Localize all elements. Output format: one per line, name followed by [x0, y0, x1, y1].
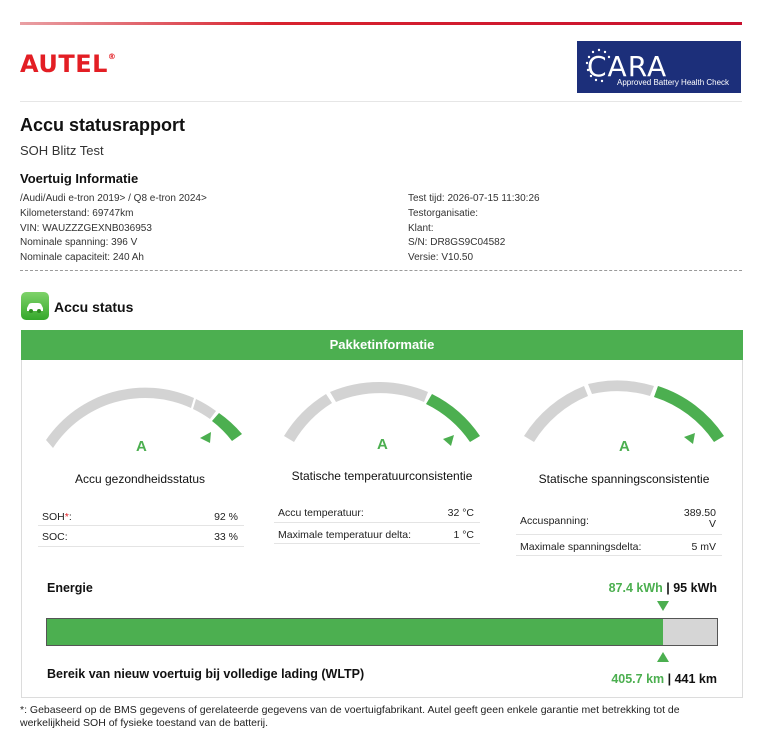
- range-marker-icon: [657, 652, 669, 662]
- health-grade: A: [136, 438, 147, 455]
- brand-name: AUTEL: [20, 50, 108, 78]
- soc-row: [38, 526, 244, 547]
- health-gauge-title: Accu gezondheidsstatus: [74, 472, 206, 486]
- battery-temperature-value: 32 °C: [447, 507, 474, 519]
- nominal-voltage: Nominale spanning: 396 V: [20, 237, 138, 249]
- car-battery-icon: [21, 292, 49, 320]
- header-accent-line: [20, 22, 742, 25]
- battery-status-heading: Accu status: [54, 299, 134, 315]
- autel-logo: [20, 50, 116, 78]
- brand-registered-mark: ®: [107, 52, 117, 61]
- disclaimer-footnote: *: Gebaseerd op de BMS gegevens of gerelateerde gegevens van de voertuigfabrikant. Autel geeft geen enkele garantie met betrekking tot de werkelijkheid SOH of fysieke toestand van de batterij.: [20, 704, 680, 729]
- serial-number: S/N: DR8GS9C04582: [408, 237, 506, 249]
- vehicle-info-heading: Voertuig Informatie: [20, 171, 139, 186]
- range-current: 405.7 km: [611, 672, 665, 686]
- energy-bar-fill: [47, 619, 663, 645]
- software-version: Versie: V10.50: [408, 252, 474, 264]
- energy-total: 95 kWh: [673, 581, 717, 595]
- energy-current: 87.4 kWh: [608, 581, 663, 595]
- voltage-gauge-title: Statische spanningsconsistentie: [538, 472, 710, 486]
- max-voltage-delta-value: 5 mV: [691, 541, 716, 553]
- test-organisation: Testorganisatie:: [408, 207, 479, 219]
- max-temperature-delta-label: Maximale temperatuur delta:: [278, 529, 412, 541]
- range-total: 441 km: [674, 672, 717, 686]
- health-gauge-pointer: [200, 432, 212, 444]
- max-voltage-delta-row: [516, 535, 722, 556]
- nominal-capacity: Nominale capaciteit: 240 Ah: [20, 252, 144, 264]
- vehicle-model: /Audi/Audi e-tron 2019> / Q8 e-tron 2024>: [20, 193, 207, 204]
- max-temperature-delta-row: [274, 523, 480, 544]
- cara-wordmark: CARA: [587, 50, 668, 83]
- battery-temperature-row: [274, 502, 480, 523]
- vehicle-info-left: [20, 192, 207, 266]
- package-info-header: Pakketinformatie: [21, 330, 743, 360]
- max-voltage-delta-label: Maximale spanningsdelta:: [520, 541, 642, 553]
- voltage-values-table: [516, 505, 722, 556]
- energy-marker-icon: [657, 601, 669, 611]
- soc-value: 33 %: [214, 531, 238, 543]
- soc-label: SOC:: [42, 531, 68, 543]
- voltage-grade: A: [619, 438, 630, 455]
- report-subtitle: SOH Blitz Test: [20, 143, 104, 158]
- voltage-gauge-pointer: [684, 433, 696, 445]
- soh-row: [38, 505, 244, 526]
- test-time: Test tijd: 2026-07-15 11:30:26: [408, 193, 540, 204]
- report-title: Accu statusrapport: [20, 115, 186, 135]
- cara-badge: [577, 41, 741, 93]
- battery-temperature-label: Accu temperatuur:: [278, 507, 364, 519]
- battery-voltage-row: [516, 505, 722, 535]
- max-temperature-delta-value: 1 °C: [453, 529, 474, 541]
- vin: VIN: WAUZZZGEXNB036953: [20, 222, 152, 234]
- header-divider: [20, 101, 742, 102]
- energy-separator: |: [662, 581, 674, 595]
- range-label: Bereik van nieuw voertuig bij volledige lading (WLTP): [47, 667, 365, 681]
- mileage: Kilometerstand: 69747km: [20, 207, 134, 219]
- health-values-table: [38, 505, 244, 547]
- temperature-gauge-pointer: [443, 435, 455, 447]
- temperature-values-table: [274, 502, 480, 544]
- energy-bar: [46, 618, 718, 646]
- cara-subtitle: Approved Battery Health Check: [617, 78, 730, 87]
- battery-voltage-value: 389.50 V: [683, 507, 716, 530]
- customer: Klant:: [408, 222, 434, 234]
- soh-label: SOH*:: [42, 511, 72, 523]
- battery-voltage-label: Accuspanning:: [520, 515, 589, 527]
- section-divider: [20, 270, 742, 271]
- energy-values: [609, 581, 717, 595]
- vehicle-info-right: [408, 192, 540, 266]
- range-values: [611, 672, 717, 686]
- soh-value: 92 %: [214, 511, 238, 523]
- temperature-gauge-title: Statische temperatuurconsistentie: [291, 469, 473, 483]
- energy-label: Energie: [47, 581, 93, 595]
- car-icon: [21, 292, 49, 320]
- temperature-grade: A: [377, 436, 388, 453]
- range-separator: |: [664, 672, 675, 686]
